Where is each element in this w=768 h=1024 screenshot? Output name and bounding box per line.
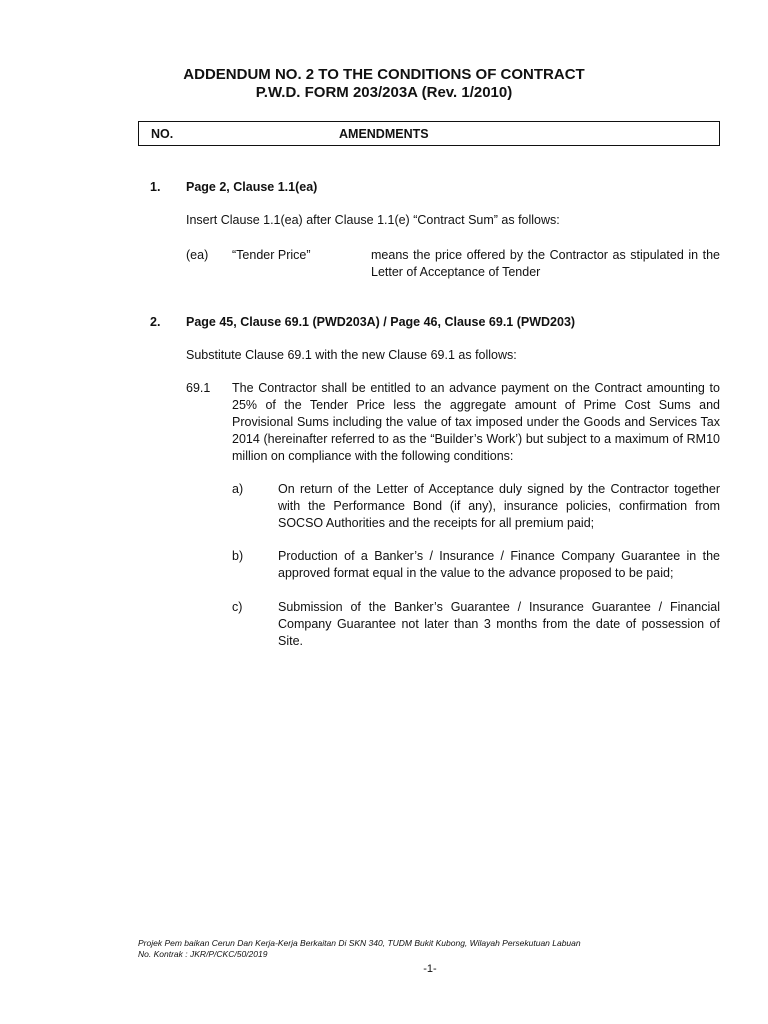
page-number: -1- (423, 963, 437, 975)
item-number: 2. (150, 315, 161, 329)
item-intro: Substitute Clause 69.1 with the new Clause 69.1 as follows: (186, 348, 517, 362)
document-subtitle: P.W.D. FORM 203/203A (Rev. 1/2010) (255, 84, 513, 101)
condition-text: Submission of the Banker’s Guarantee / Insurance Guarantee / Financial Company Guarantee not later than 3 months from the date of possession of Site. (278, 600, 720, 648)
clause-term: “Tender Price” (232, 248, 311, 262)
clause-label: 69.1 (186, 381, 211, 395)
column-header-amendments: AMENDMENTS (339, 127, 429, 141)
clause-label: (ea) (186, 248, 209, 262)
item-heading: Page 2, Clause 1.1(ea) (186, 180, 318, 194)
condition-text: On return of the Letter of Acceptance duly signed by the Contractor together with the Performance Bond (if any), insurance policies, confirmation from SOCSO Authorities and the receipts for all premium paid; (278, 482, 720, 530)
document-title: ADDENDUM NO. 2 TO THE CONDITIONS OF CONTRACT (183, 66, 585, 83)
condition-label: a) (232, 482, 244, 496)
condition-label: b) (232, 549, 244, 563)
footer-project-line: Projek Pem baikan Cerun Dan Kerja-Kerja Berkaitan Di SKN 340, TUDM Bukit Kubong, Wilayah Persekutuan Labuan (138, 938, 581, 948)
column-header-no: NO. (151, 127, 174, 141)
amendments-table-header (138, 121, 720, 146)
footer-contract-line: No. Kontrak : JKR/P/CKC/50/2019 (138, 949, 268, 959)
clause-definition: means the price offered by the Contractor as stipulated in the Letter of Acceptance of Tender (371, 248, 720, 279)
clause-body: The Contractor shall be entitled to an advance payment on the Contract amounting to 25% of the Tender Price less the aggregate amount of Prime Cost Sums and Provisional Sums including the value of tax imposed under the Goods and Services Tax 2014 (hereinafter referred to as the “Builder’s Work’) but subject to a maximum of RM10 million on compliance with the following conditions: (232, 381, 720, 463)
item-intro: Insert Clause 1.1(ea) after Clause 1.1(e) “Contract Sum” as follows: (186, 213, 560, 227)
item-heading: Page 45, Clause 69.1 (PWD203A) / Page 46, Clause 69.1 (PWD203) (186, 315, 576, 329)
condition-text: Production of a Banker’s / Insurance / Finance Company Guarantee in the approved format equal in the value to the advance proposed to be paid; (278, 549, 720, 580)
item-number: 1. (150, 180, 161, 194)
condition-label: c) (232, 600, 243, 614)
